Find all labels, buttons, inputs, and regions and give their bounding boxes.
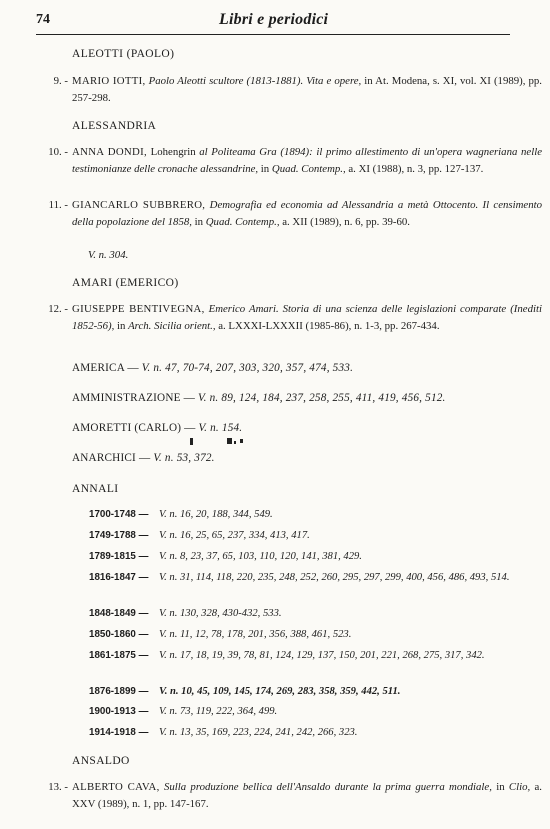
entry-number: 10. - [48,146,68,158]
annali-refs: V. n. 8, 23, 37, 65, 103, 110, 120, 141, 381, 429. [159,551,362,562]
entry-title: Paolo Aleotti scultore (1813-1881). Vita e opere, [148,75,362,87]
entry-text [72,197,542,230]
annali-range: 1914-1918 — [89,727,149,738]
ref-term: AMERICA — [72,362,139,374]
entry-title: al Politeama Gra (1894): il primo allestimento di un'opera wagneriana nelle testimonianze delle cronache alessandrine, [72,146,542,175]
entry-author: GIUSEPPE BENTIVEGNA, [72,303,205,315]
ref-anarchici [72,452,215,464]
see-also-ref: V. n. 304. [88,249,129,261]
ref-numbers: V. n. 47, 70-74, 207, 303, 320, 357, 474, 533. [141,362,354,374]
section-heading-ansaldo: ANSALDO [72,755,130,767]
annali-range: 1850-1860 — [89,629,149,640]
entry-title: Demografia ed economia ad Alessandria a metà Ottocento. Il censimento della popolazione del 1858, [72,199,542,228]
entry-publication: a. LXXXI-LXXXII (1985-86), n. 1-3, pp. 267-434. [215,319,440,332]
entry-text [72,301,542,334]
annali-range: 1848-1849 — [89,608,149,619]
entry-author: ANNA DONDI, [72,146,148,158]
annali-range: 1900-1913 — [89,706,149,717]
entry-text [72,779,542,812]
annali-refs: V. n. 13, 35, 169, 223, 224, 241, 242, 266, 323. [159,727,358,738]
annali-refs: V. n. 130, 328, 430-432, 533. [159,608,282,619]
entry-journal: Quad. Contemp., [205,215,280,228]
entry-9 [40,73,542,107]
entry-journal: Quad. Contemp., [271,162,346,175]
entry-journal: Arch. Sicilia orient., [128,319,216,332]
entry-13 [40,779,543,813]
section-heading-annali: ANNALI [72,483,119,495]
entry-publication: in At. Modena, s. XI, vol. XI (1989), pp. 257-298. [72,75,542,104]
annali-refs: V. n. 16, 20, 188, 344, 549. [159,509,273,520]
ref-america [72,362,353,374]
entry-in: in [258,162,272,175]
annali-refs: V. n. 10, 45, 109, 145, 174, 269, 283, 358, 359, 442, 511. [159,686,401,697]
ref-amministrazione [72,392,446,404]
entry-publication: a. XXV (1989), n. 1, pp. 147-167. [72,781,543,810]
annali-range: 1749-1788 — [89,530,149,541]
section-heading-aleotti: ALEOTTI (PAOLO) [72,48,175,60]
ref-term: ANARCHICI — [72,452,151,464]
annali-range: 1876-1899 — [89,686,149,697]
entry-title: Sulla produzione bellica dell'Ansaldo durante la prima guerra mondiale, [163,781,492,793]
entry-title: Emerico Amari. Storia di una scienza delle legislazioni comparate (Inediti 1852-56), [72,303,542,332]
entry-publication: a. XI (1988), n. 3, pp. 127-137. [345,162,484,175]
annali-refs: V. n. 16, 25, 65, 237, 334, 413, 417. [159,530,310,541]
ref-numbers: V. n. 154. [198,422,243,434]
section-heading-alessandria: ALESSANDRIA [72,120,157,132]
entry-title-opera: Lohengrin [147,146,200,158]
entry-number: 9. - [53,75,68,87]
entry-12 [40,301,542,351]
entry-10 [40,144,542,194]
entry-author: GIANCARLO SUBBRERO, [72,199,206,211]
annali-refs: V. n. 31, 114, 118, 220, 235, 248, 252, 260, 295, 297, 299, 400, 456, 486, 493, 514. [159,572,510,583]
entry-11 [40,197,542,247]
ref-numbers: V. n. 89, 124, 184, 237, 258, 255, 411, 419, 456, 512. [198,392,446,404]
entry-number: 11. - [48,199,68,211]
entry-text [72,144,542,177]
printing-marks [190,438,250,448]
annali-range: 1816-1847 — [89,572,149,583]
annali-range: 1861-1875 — [89,650,149,661]
entry-in: in [491,781,509,793]
running-head: Libri e periodici [219,11,329,28]
page-header [36,10,510,35]
section-heading-amari: AMARI (EMERICO) [72,277,179,289]
entry-number: 12. - [48,303,68,315]
entry-text [72,73,542,106]
annali-refs: V. n. 11, 12, 78, 178, 201, 356, 388, 461, 523. [159,629,352,640]
entry-number: 13. - [48,781,68,793]
annali-range: 1700-1748 — [89,509,149,520]
ref-term: AMORETTI (CARLO) — [72,422,196,434]
ref-numbers: V. n. 53, 372. [153,452,215,464]
annali-refs: V. n. 73, 119, 222, 364, 499. [159,706,278,717]
ref-amoretti [72,422,242,434]
entry-author: ALBERTO CAVA, [72,781,160,793]
entry-journal: Clio, [508,781,531,793]
entry-in: in [191,215,206,228]
annali-range: 1789-1815 — [89,551,149,562]
annali-refs: V. n. 17, 18, 19, 39, 78, 81, 124, 129, 137, 150, 201, 221, 268, 275, 317, 342. [159,650,485,661]
ref-term: AMMINISTRAZIONE — [72,392,196,404]
entry-in: in [114,319,129,332]
entry-author: MARIO IOTTI, [72,75,146,87]
page-number: 74 [36,12,50,27]
entry-publication: a. XII (1989), n. 6, pp. 39-60. [279,215,410,228]
